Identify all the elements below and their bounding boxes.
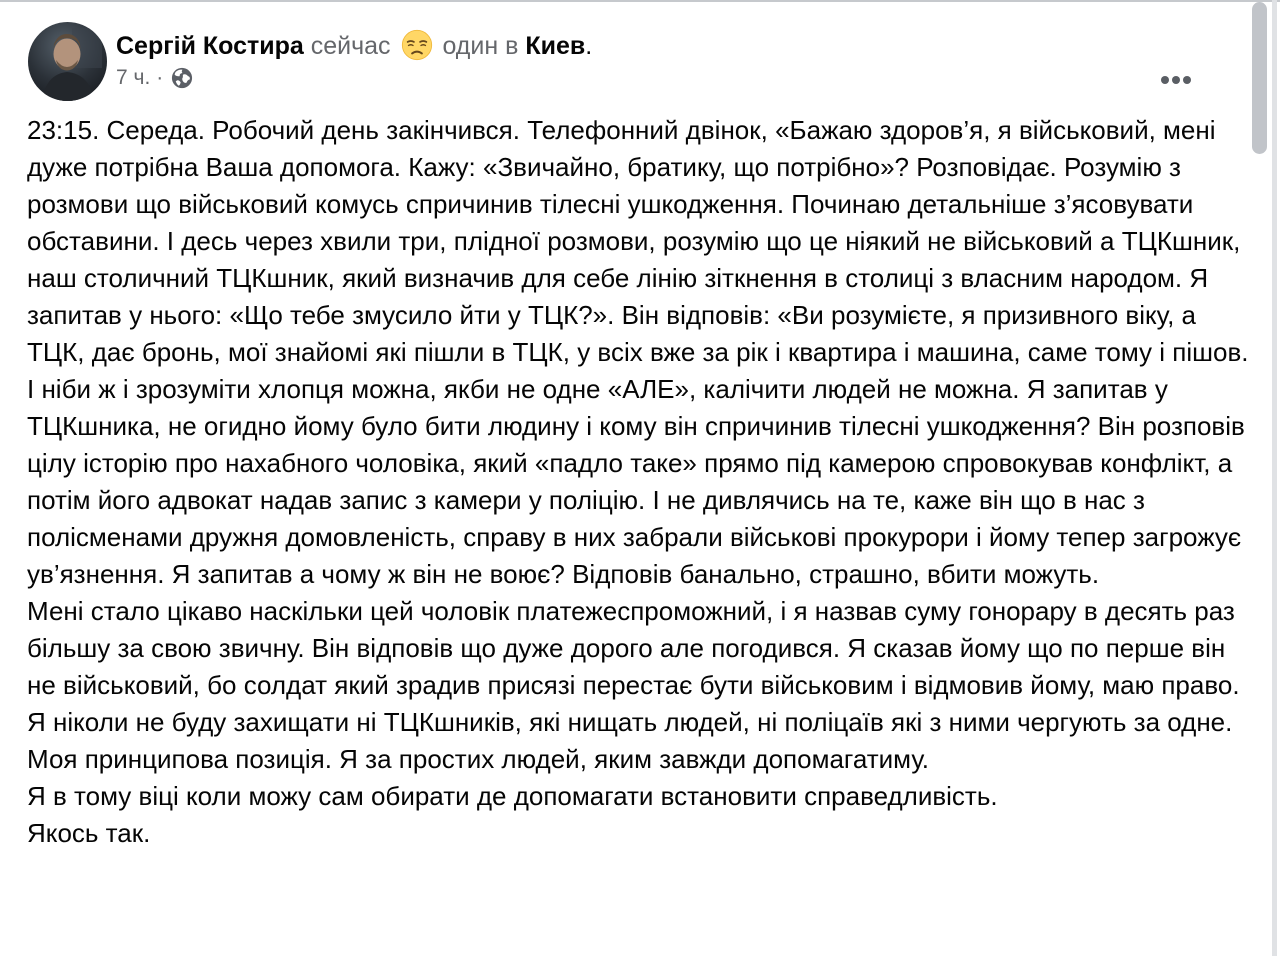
post-paragraph: Мені стало цікаво наскільки цей чоловік платежеспроможний, і я назвав суму гонорару в десять раз більшу за свою звичну. Він відповів що дуже дорого але погодився. Я сказав йому що по перше він не військовий, бо солдат який зрадив присязі перестає бути військовим і відмовив йому, маю право.: [27, 596, 1240, 700]
meta-separator: ·: [156, 66, 164, 89]
post-paragraph: 23:15. Середа. Робочий день закінчився. Телефонний двінок, «Бажаю здоров’я, я військовий, мені дуже потрібна Ваша допомога. Кажу: «Звичайно, братику, що потрібно»? Розповідає. Розумію з розмови що військовий комусь спричинив тілесні ушкодження. Починаю детальніше з’ясовувати обставини. І десь через хвили три, плідної розмови, розумію що це ніякий не військовий а ТЦКшник, наш столичний ТЦКшник, який визначив для себе лінію зіткнення в столиці з власним народом. Я запитав у нього: «Що тебе змусило йти у ТЦК?». Він відповів: «Ви розумієте, я призивного віку, а ТЦК, дає бронь, мої знайомі які пішли в ТЦК, у всіх вже за рік і квартира і машина, саме тому і пішов. І ніби ж і зрозуміти хлопця можна, якби не одне «АЛЕ», калічити людей не можна. Я запитав у ТЦКшника, не огидно йому було бити людину і кому він спричинив тілесні ушкодження? Він розповів цілу історію про нахабного чоловіка, який «падло таке» прямо під камерою спровокував конфлікт, а потім його адвокат надав запис з камери у поліцію. І не дивлячись на те, каже він що в нас з полісменами дружня домовленість, справу в них забрали військові прокурори і йому тепер загрожує ув’язнення. Я запитав а чому ж він не воює? Відповів банально, страшно, вбити можуть.: [27, 115, 1249, 589]
post-paragraph: Якось так.: [27, 818, 151, 848]
author-name[interactable]: Сергій Костира: [116, 32, 304, 60]
avatar-photo-placeholder: [28, 22, 107, 101]
profile-avatar[interactable]: [28, 22, 107, 101]
more-options-button[interactable]: [1154, 66, 1198, 94]
status-text-pre: сейчас: [303, 32, 398, 60]
status-text-mid: один в: [435, 32, 526, 60]
window-edge-strip: [1272, 0, 1277, 956]
ellipsis-dot: [1161, 76, 1169, 84]
status-period: .: [585, 32, 593, 60]
post-header: [28, 22, 1238, 101]
top-divider: [0, 0, 1280, 2]
name-line: [116, 29, 592, 62]
ellipsis-dot: [1183, 76, 1191, 84]
post-paragraph: Я ніколи не буду захищати ні ТЦКшників, які нищать людей, ні поліцаїв які з ними чергують за одне. Моя принципова позиція. Я за простих людей, яким завжди допомагатиму.: [27, 707, 1233, 774]
globe-icon: [171, 67, 193, 89]
meta-line: [116, 65, 592, 91]
post-paragraph: Я в тому віці коли можу сам обирати де допомагати встановити справедливість.: [27, 781, 998, 811]
header-text: [116, 22, 592, 91]
pensive-face-emoji-icon: [401, 29, 433, 61]
location-link[interactable]: Киев: [525, 32, 586, 60]
post-text: [27, 112, 1251, 852]
timestamp[interactable]: 7 ч.: [116, 66, 151, 89]
scrollbar-thumb[interactable]: [1252, 2, 1267, 154]
ellipsis-dot: [1172, 76, 1180, 84]
